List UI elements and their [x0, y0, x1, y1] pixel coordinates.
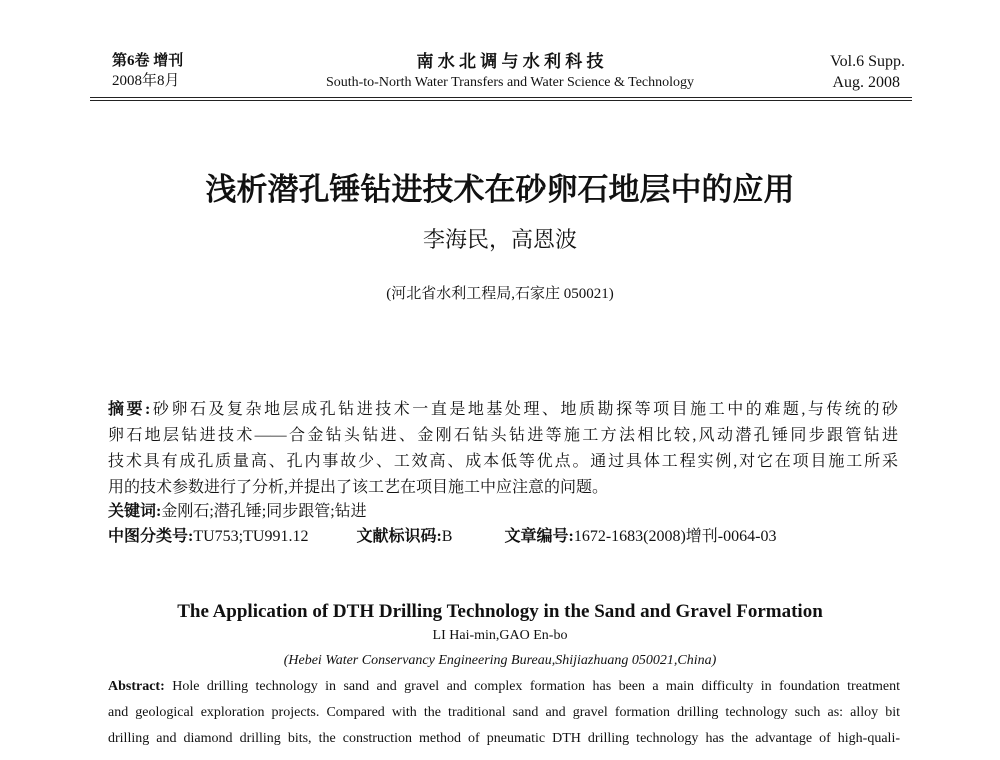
abstract-line: drilling and diamond drilling bits, the construction method of pneumatic DTH drilling technology has the advantage of high-quali-: [108, 731, 900, 746]
journal-title-en: South-to-North Water Transfers and Water Science & Technology: [325, 75, 695, 90]
clc-label: 中图分类号:: [108, 528, 194, 545]
volume-en: Vol.6 Supp.: [830, 53, 905, 70]
date-en: Aug. 2008: [832, 74, 900, 91]
article-no-value: 1672-1683(2008)增刊-0064-03: [573, 528, 777, 545]
abstract-line: 砂卵石及复杂地层成孔钻进技术一直是地基处理、地质勘探等项目施工中的难题,与传统的砂: [150, 401, 898, 418]
abstract-line: Hole drilling technology in sand and gravel and complex formation has been a main difficulty in foundation treatment: [172, 679, 901, 694]
paper-title-zh: 浅析潜孔锤钻进技术在砂卵石地层中的应用: [205, 172, 795, 208]
abstract-line: 技术具有成孔质量高、孔内事故少、工效高、成本低等优点。通过具体工程实例,对它在项目施工所采: [108, 453, 898, 470]
affiliation-en: (Hebei Water Conservancy Engineering Bureau,Shijiazhuang 050021,China): [283, 653, 717, 668]
doc-code-value: B: [441, 528, 453, 545]
abstract-line: 卵石地层钻进技术——合金钻头钻进、金刚石钻头钻进等施工方法相比较,风动潜孔锤同步跟管钻进: [108, 427, 898, 444]
date-label: 2008年8月: [112, 73, 180, 89]
authors-zh: 李海民，高恩波: [422, 227, 577, 252]
header-rule: [90, 97, 912, 98]
abstract-line: and geological exploration projects. Compared with the traditional sand and gravel formation drilling technology such as: alloy bit: [108, 705, 900, 720]
abstract-label-en: Abstract:: [108, 679, 165, 694]
keywords-zh: [108, 502, 898, 522]
classification-row: [108, 527, 898, 547]
authors-en: LI Hai-min,GAO En-bo: [432, 628, 568, 643]
journal-title-zh: 南 水 北 调 与 水 利 科 技: [416, 52, 604, 71]
keywords-label: 关键词:: [108, 503, 162, 520]
header-rule-thin: [90, 100, 912, 101]
volume-label: 第6卷 增刊: [112, 53, 184, 69]
article-no-label: 文章编号:: [504, 528, 574, 545]
affiliation-zh: (河北省水利工程局,石家庄 050021): [386, 286, 614, 302]
doc-code-label: 文献标识码:: [356, 528, 442, 545]
abstract-line: 用的技术参数进行了分析,并提出了该工艺在项目施工中应注意的问题。: [108, 479, 609, 496]
abstract-label-zh: 摘要:: [108, 401, 151, 418]
keywords-value: 金刚石;潜孔锤;同步跟管;钻进: [161, 503, 367, 520]
paper-title-en: The Application of DTH Drilling Technology in the Sand and Gravel Formation: [177, 601, 823, 622]
clc-value: TU753;TU991.12: [193, 528, 309, 545]
